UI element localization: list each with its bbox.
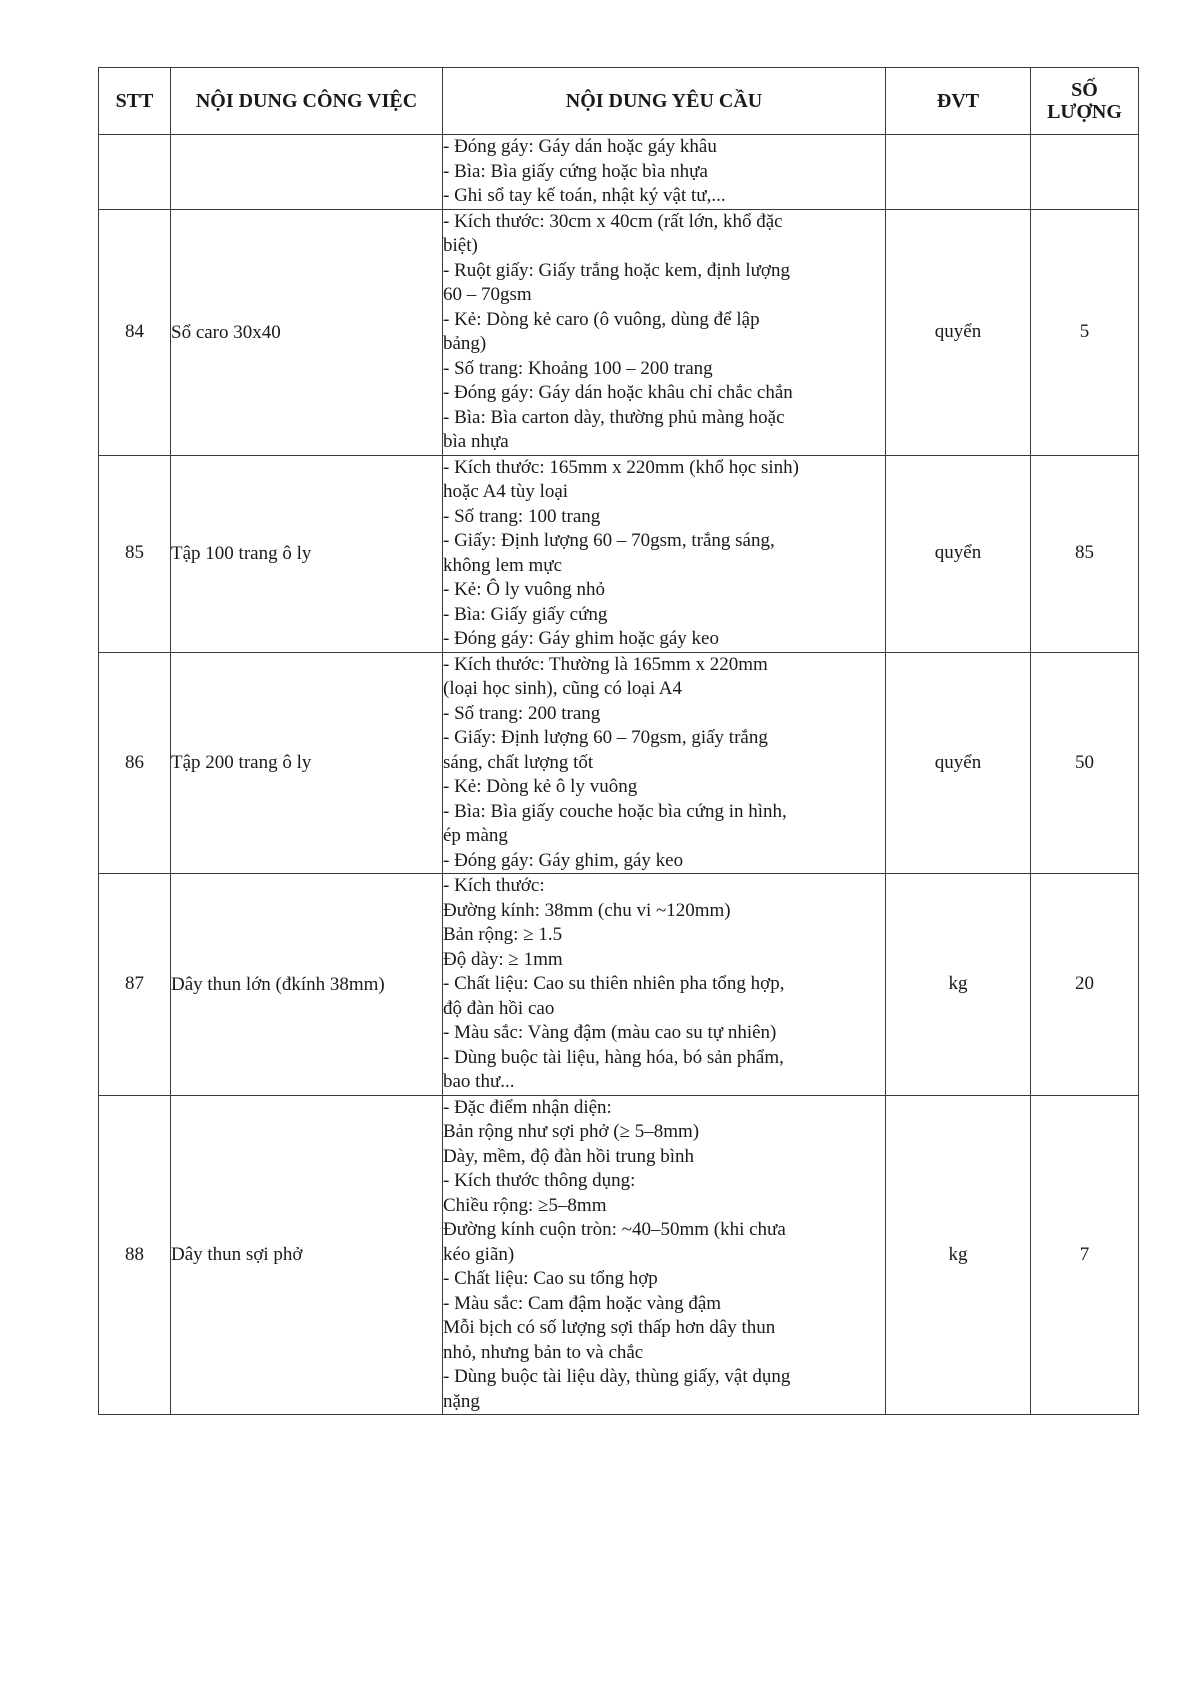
row-task-name: Tập 100 trang ô ly: [171, 455, 443, 652]
requirement-line: biệt): [443, 235, 478, 256]
row-unit: quyển: [886, 652, 1031, 874]
requirement-line: - Số trang: 100 trang: [443, 505, 601, 527]
requirement-line: sáng, chất lượng tốt: [443, 751, 594, 773]
header-unit: ĐVT: [886, 68, 1031, 135]
requirement-line: - Kẻ: Dòng kẻ caro (ô vuông, dùng để lập: [443, 308, 760, 330]
requirement-line: ép màng: [443, 825, 508, 846]
requirement-line: - Kích thước: 165mm x 220mm (khổ học sinh): [443, 456, 799, 478]
continuation-quantity: [1031, 135, 1139, 210]
requirement-line: - Giấy: Định lượng 60 – 70gsm, giấy trắng: [443, 727, 768, 748]
row-quantity: 5: [1031, 209, 1139, 455]
requirement-line: Dày, mềm, độ đàn hồi trung bình: [443, 1145, 695, 1167]
requirement-line: - Số trang: Khoảng 100 – 200 trang: [443, 357, 713, 379]
requirement-line: - Dùng buộc tài liệu dày, thùng giấy, vật dụng: [443, 1366, 791, 1387]
table-row: [99, 652, 1139, 874]
requirement-line: - Đóng gáy: Gáy ghim, gáy keo: [443, 849, 684, 871]
row-task-name: Dây thun lớn (đkính 38mm): [171, 874, 443, 1096]
requirement-line: - Màu sắc: Vàng đậm (màu cao su tự nhiên): [443, 1022, 777, 1043]
requirement-line: - Kích thước thông dụng:: [443, 1170, 636, 1191]
requirement-line: Độ dày: ≥ 1mm: [443, 948, 563, 970]
requirement-line: Chiều rộng: ≥5–8mm: [443, 1194, 607, 1216]
row-requirements: [443, 1095, 886, 1415]
requirement-line: - Đặc điểm nhận diện:: [443, 1096, 612, 1118]
requirement-line: kéo giãn): [443, 1243, 515, 1265]
requirement-line: - Đóng gáy: Gáy ghim hoặc gáy keo: [443, 628, 719, 649]
requirement-line: không lem mực: [443, 554, 563, 576]
requirement-line: - Giấy: Định lượng 60 – 70gsm, trắng sáng,: [443, 530, 775, 551]
row-unit: quyển: [886, 455, 1031, 652]
row-quantity: 85: [1031, 455, 1139, 652]
requirement-line: Đường kính cuộn tròn: ~40–50mm (khi chưa: [443, 1219, 786, 1240]
requirement-line: - Ghi sổ tay kế toán, nhật ký vật tư,...: [443, 185, 726, 206]
continuation-unit: [886, 135, 1031, 210]
row-task-name: Sổ caro 30x40: [171, 209, 443, 455]
row-stt: 86: [99, 652, 171, 874]
requirement-line: - Kẻ: Ô ly vuông nhỏ: [443, 579, 606, 600]
table-row: [99, 874, 1139, 1096]
header-requirement: NỘI DUNG YÊU CẦU: [443, 68, 886, 135]
requirement-line: - Bìa: Bìa giấy couche hoặc bìa cứng in hình,: [443, 800, 787, 822]
row-requirements: [443, 455, 886, 652]
requirement-line: - Đóng gáy: Gáy dán hoặc gáy khâu: [443, 136, 717, 157]
requirement-line: - Bìa: Bìa carton dày, thường phủ màng hoặc: [443, 406, 785, 428]
requirement-line: độ đàn hồi cao: [443, 997, 555, 1019]
requirement-line: nhỏ, nhưng bản to và chắc: [443, 1341, 644, 1363]
row-unit: kg: [886, 1095, 1031, 1415]
requirement-line: - Màu sắc: Cam đậm hoặc vàng đậm: [443, 1292, 722, 1314]
requirement-line: - Kích thước:: [443, 875, 545, 896]
requirement-line: 60 – 70gsm: [443, 284, 532, 305]
table-row: [99, 209, 1139, 455]
requirement-line: - Kích thước: Thường là 165mm x 220mm: [443, 653, 768, 675]
continuation-requirements: [443, 135, 886, 210]
requirement-line: - Chất liệu: Cao su tổng hợp: [443, 1268, 658, 1289]
header-stt: STT: [99, 68, 171, 135]
header-task: NỘI DUNG CÔNG VIỆC: [171, 68, 443, 135]
table-row: [99, 1095, 1139, 1415]
row-task-name: Dây thun sợi phở: [171, 1095, 443, 1415]
continuation-row: [99, 135, 1139, 210]
requirement-line: Bản rộng: ≥ 1.5: [443, 924, 563, 945]
requirement-line: - Chất liệu: Cao su thiên nhiên pha tổng hợp,: [443, 973, 785, 994]
header-quantity-line1: SỐ: [1071, 79, 1098, 101]
row-quantity: 50: [1031, 652, 1139, 874]
row-requirements: [443, 874, 886, 1096]
requirement-line: bao thư...: [443, 1071, 515, 1092]
requirement-line: - Đóng gáy: Gáy dán hoặc khâu chỉ chắc chắn: [443, 382, 793, 403]
continuation-name: [171, 135, 443, 210]
row-stt: 84: [99, 209, 171, 455]
row-task-name: Tập 200 trang ô ly: [171, 652, 443, 874]
row-requirements: [443, 652, 886, 874]
requirement-line: Đường kính: 38mm (chu vi ~120mm): [443, 899, 731, 921]
row-unit: quyển: [886, 209, 1031, 455]
requirement-line: (loại học sinh), cũng có loại A4: [443, 678, 683, 699]
requirement-line: Bản rộng như sợi phở (≥ 5–8mm): [443, 1121, 700, 1142]
row-quantity: 20: [1031, 874, 1139, 1096]
row-quantity: 7: [1031, 1095, 1139, 1415]
requirements-table: [98, 67, 1139, 1415]
requirement-line: Mỗi bịch có số lượng sợi thấp hơn dây thun: [443, 1317, 776, 1338]
continuation-stt: [99, 135, 171, 210]
requirement-line: - Số trang: 200 trang: [443, 702, 601, 724]
header-quantity: [1031, 68, 1139, 135]
requirement-line: - Ruột giấy: Giấy trắng hoặc kem, định lượng: [443, 259, 790, 281]
table-row: [99, 455, 1139, 652]
requirement-line: - Bìa: Bìa giấy cứng hoặc bìa nhựa: [443, 160, 708, 182]
header-quantity-line2: LƯỢNG: [1047, 101, 1122, 123]
requirement-line: nặng: [443, 1390, 480, 1412]
requirement-line: - Kẻ: Dòng kẻ ô ly vuông: [443, 776, 638, 797]
requirement-line: - Bìa: Giấy giấy cứng: [443, 603, 608, 625]
row-unit: kg: [886, 874, 1031, 1096]
table-header-row: [99, 68, 1139, 135]
requirement-line: - Kích thước: 30cm x 40cm (rất lớn, khổ đặc: [443, 210, 783, 232]
row-stt: 88: [99, 1095, 171, 1415]
requirement-line: - Dùng buộc tài liệu, hàng hóa, bó sản phẩm,: [443, 1046, 784, 1068]
row-requirements: [443, 209, 886, 455]
requirement-line: bìa nhựa: [443, 431, 509, 452]
requirement-line: hoặc A4 tùy loại: [443, 481, 569, 502]
document-page: [98, 67, 1138, 1415]
row-stt: 87: [99, 874, 171, 1096]
requirement-line: bảng): [443, 333, 487, 354]
row-stt: 85: [99, 455, 171, 652]
